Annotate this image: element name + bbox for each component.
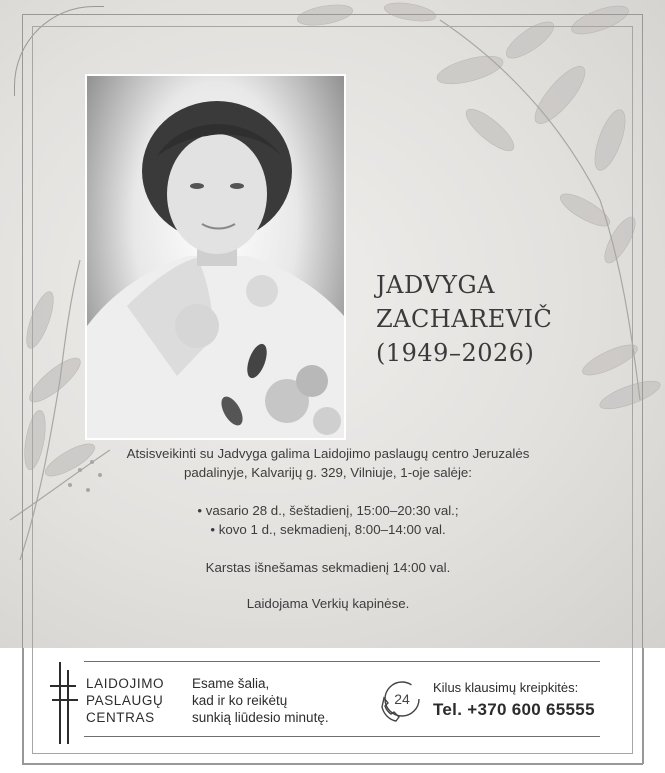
phone-24-icon [378, 679, 422, 723]
contact-phone-number[interactable]: Tel. +370 600 65555 [433, 700, 595, 719]
farewell-intro-line-1: Atsisveikinti su Jadvyga galima Laidojimo paslaugų centro Jeruzalės [126, 446, 530, 461]
brand-line: CENTRAS [86, 710, 155, 725]
contact-label: Kilus klausimų kreipkitės: [433, 680, 579, 695]
brand-line: LAIDOJIMO [86, 676, 165, 691]
deceased-name-block [376, 268, 552, 370]
coffin-removal-note: Karstas išnešamas sekmadienį 14:00 val. [205, 560, 451, 575]
farewell-intro-line-2: padalinyje, Kalvarijų g. 329, Vilniuje, 1-oje salėje: [183, 465, 473, 480]
burial-place-note: Laidojama Verkių kapinėse. [246, 596, 410, 611]
footer-top-rule [84, 661, 600, 662]
tagline-line: kad ir ko reikėtų [192, 693, 288, 708]
farewell-info [90, 444, 566, 613]
schedule-item: • vasario 28 d., šeštadienį, 15:00–20:30 val.; [197, 503, 459, 518]
life-years: (1949–2026) [376, 339, 535, 367]
svg-text:24: 24 [394, 691, 410, 707]
portrait-photo [85, 74, 346, 440]
footer-banner [0, 648, 665, 773]
brand-line: PASLAUGŲ [86, 693, 164, 708]
footer-bottom-rule [84, 736, 600, 737]
last-name: ZACHAREVIČ [376, 305, 553, 333]
schedule-item: • kovo 1 d., sekmadienį, 8:00–14:00 val. [210, 522, 446, 537]
footer-tagline [192, 675, 329, 726]
tagline-line: sunkią liūdesio minutę. [192, 710, 329, 725]
portrait-figure [87, 76, 344, 438]
funeral-brand-name [86, 675, 164, 726]
first-name: JADVYGA [376, 271, 495, 299]
tagline-line: Esame šalia, [192, 676, 270, 691]
double-cross-icon [46, 660, 80, 744]
